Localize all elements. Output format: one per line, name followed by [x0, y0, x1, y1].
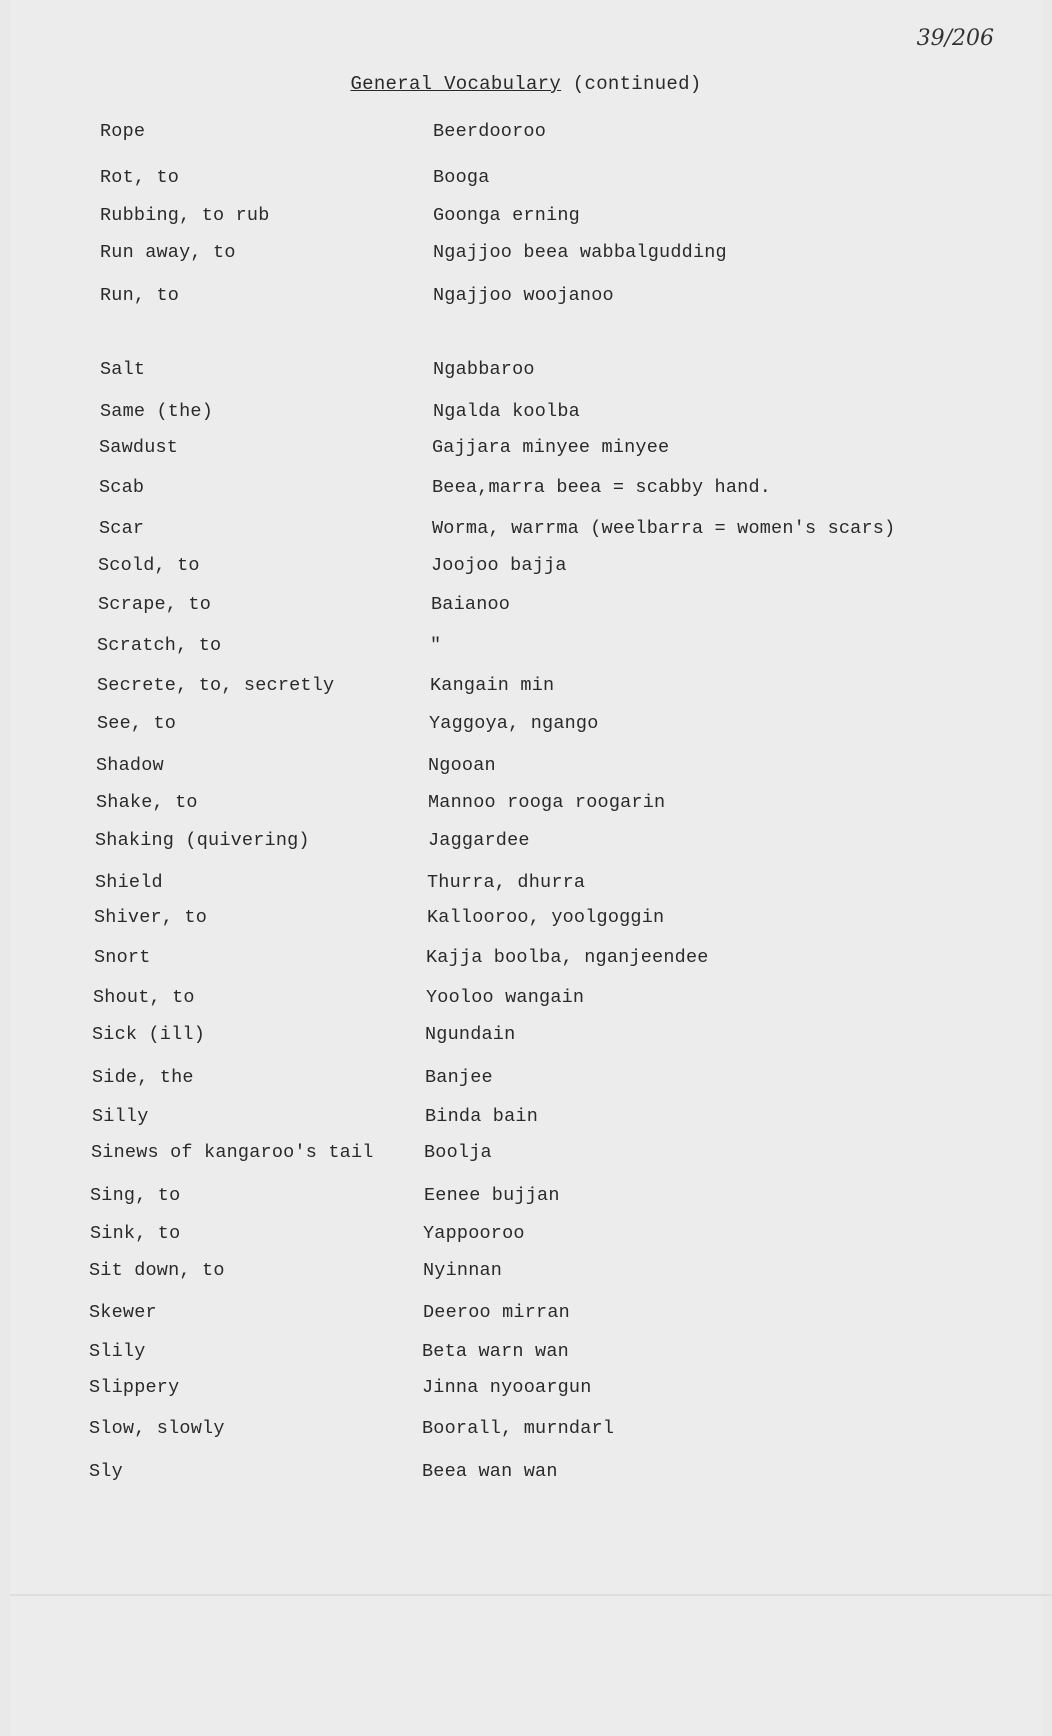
aboriginal-gloss: Gajjara minyee minyee	[432, 437, 670, 458]
english-term: Slippery	[89, 1377, 180, 1398]
vocabulary-entry	[10, 473, 1042, 503]
vocabulary-entry	[10, 826, 1042, 856]
aboriginal-gloss: Boorall, murndarl	[422, 1418, 615, 1439]
english-term: Sinews of kangaroo's tail	[91, 1142, 374, 1163]
vocabulary-entry	[10, 943, 1042, 973]
aboriginal-gloss: Beea wan wan	[422, 1461, 558, 1482]
english-term: Run away, to	[100, 242, 236, 263]
vocabulary-entry	[10, 1298, 1042, 1328]
vocabulary-entry	[10, 201, 1042, 231]
folio-number: 39/206	[916, 26, 994, 51]
english-term: Slily	[89, 1341, 146, 1362]
english-term: Snort	[94, 947, 151, 968]
vocabulary-entry	[10, 117, 1042, 147]
english-term: Skewer	[89, 1302, 157, 1323]
aboriginal-gloss: Thurra, dhurra	[427, 872, 586, 893]
vocabulary-entry	[10, 397, 1042, 427]
aboriginal-gloss: Yappooroo	[423, 1223, 525, 1244]
english-term: Salt	[100, 359, 146, 380]
vocabulary-entry	[10, 163, 1042, 193]
aboriginal-gloss: Eenee bujjan	[424, 1185, 560, 1206]
aboriginal-gloss: Ngooan	[428, 755, 496, 776]
aboriginal-gloss: Jaggardee	[428, 830, 530, 851]
vocabulary-entry	[10, 983, 1042, 1013]
vocabulary-entry	[10, 1219, 1042, 1249]
vocabulary-entry	[10, 590, 1042, 620]
vocabulary-entry	[10, 355, 1042, 385]
english-term: Scrape, to	[98, 594, 212, 615]
vocabulary-entry	[10, 671, 1042, 701]
aboriginal-gloss: Banjee	[425, 1067, 493, 1088]
english-term: See, to	[97, 713, 177, 734]
english-term: Sink, to	[90, 1223, 181, 1244]
vocabulary-entry	[10, 903, 1042, 933]
heading-title: General Vocabulary	[350, 73, 562, 95]
aboriginal-gloss: Ngajjoo beea wabbalgudding	[433, 242, 727, 263]
vocabulary-entry	[10, 1181, 1042, 1211]
english-term: Run, to	[100, 285, 180, 306]
english-term: Sing, to	[90, 1185, 181, 1206]
vocabulary-entry	[10, 238, 1042, 268]
vocabulary-entry	[10, 1373, 1042, 1403]
vocabulary-entry	[10, 1020, 1042, 1050]
english-term: Shiver, to	[94, 907, 208, 928]
aboriginal-gloss: Yooloo wangain	[426, 987, 585, 1008]
vocabulary-entry	[10, 433, 1042, 463]
typescript-page	[10, 0, 1042, 1736]
aboriginal-gloss: Boolja	[424, 1142, 492, 1163]
vocabulary-entry	[10, 281, 1042, 311]
english-term: Slow, slowly	[89, 1418, 225, 1439]
vocabulary-entry	[10, 1063, 1042, 1093]
english-term: Same (the)	[100, 401, 214, 422]
english-term: Shield	[95, 872, 163, 893]
english-term: Scold, to	[98, 555, 200, 576]
aboriginal-gloss: Joojoo bajja	[431, 555, 567, 576]
aboriginal-gloss: Ngalda koolba	[433, 401, 580, 422]
english-term: Scratch, to	[97, 635, 222, 656]
english-term: Sly	[89, 1461, 123, 1482]
vocabulary-entry	[10, 788, 1042, 818]
heading-suffix: (continued)	[572, 73, 702, 95]
vocabulary-entry	[10, 1337, 1042, 1367]
english-term: Sick (ill)	[92, 1024, 206, 1045]
vocabulary-entry	[10, 751, 1042, 781]
vocabulary-entry	[10, 1457, 1042, 1487]
english-term: Rope	[100, 121, 146, 142]
english-term: Rubbing, to rub	[100, 205, 270, 226]
english-term: Scar	[99, 518, 145, 539]
vocabulary-entry	[10, 631, 1042, 661]
aboriginal-gloss: Kallooroo, yoolgoggin	[427, 907, 665, 928]
vocabulary-list	[10, 0, 1042, 1736]
aboriginal-gloss: Ngundain	[425, 1024, 516, 1045]
english-term: Shaking (quivering)	[95, 830, 310, 851]
vocabulary-entry	[10, 1256, 1042, 1286]
vocabulary-entry	[10, 709, 1042, 739]
vocabulary-entry	[10, 1414, 1042, 1444]
english-term: Shout, to	[93, 987, 195, 1008]
aboriginal-gloss: Goonga erning	[433, 205, 580, 226]
aboriginal-gloss: Mannoo rooga roogarin	[428, 792, 666, 813]
aboriginal-gloss: Nyinnan	[423, 1260, 503, 1281]
english-term: Shake, to	[96, 792, 198, 813]
english-term: Rot, to	[100, 167, 180, 188]
aboriginal-gloss: Booga	[433, 167, 490, 188]
page-fold-line	[10, 1594, 1052, 1596]
aboriginal-gloss: Kajja boolba, nganjeendee	[426, 947, 709, 968]
english-term: Secrete, to, secretly	[97, 675, 335, 696]
vocabulary-entry	[10, 1102, 1042, 1132]
aboriginal-gloss: Ngajjoo woojanoo	[433, 285, 614, 306]
aboriginal-gloss: Baianoo	[431, 594, 511, 615]
aboriginal-gloss: Binda bain	[425, 1106, 539, 1127]
vocabulary-entry	[10, 868, 1042, 898]
aboriginal-gloss: Beerdooroo	[433, 121, 547, 142]
vocabulary-entry	[10, 514, 1042, 544]
aboriginal-gloss: Beta warn wan	[422, 1341, 569, 1362]
aboriginal-gloss: Kangain min	[430, 675, 555, 696]
aboriginal-gloss: Ngabbaroo	[433, 359, 535, 380]
aboriginal-gloss: Yaggoya, ngango	[429, 713, 599, 734]
aboriginal-gloss: Worma, warrma (weelbarra = women's scars)	[432, 518, 896, 539]
english-term: Silly	[92, 1106, 149, 1127]
aboriginal-gloss: Beea,marra beea = scabby hand.	[432, 477, 772, 498]
english-term: Scab	[99, 477, 145, 498]
english-term: Sit down, to	[89, 1260, 225, 1281]
aboriginal-gloss: "	[430, 635, 442, 656]
aboriginal-gloss: Jinna nyooargun	[422, 1377, 592, 1398]
english-term: Sawdust	[99, 437, 179, 458]
aboriginal-gloss: Deeroo mirran	[423, 1302, 570, 1323]
vocabulary-entry	[10, 551, 1042, 581]
english-term: Side, the	[92, 1067, 194, 1088]
vocabulary-entry	[10, 1138, 1042, 1168]
english-term: Shadow	[96, 755, 164, 776]
